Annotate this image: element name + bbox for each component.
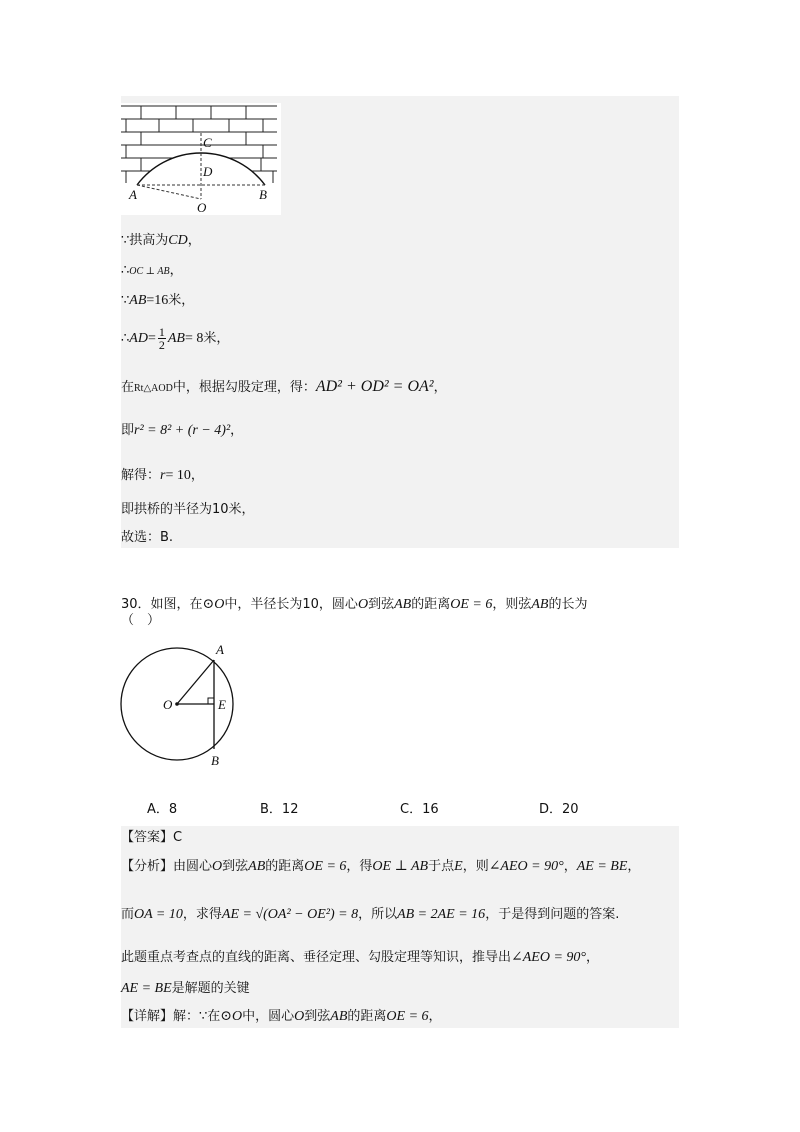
analysis-line-3: 此题重点考查点的直线的距离、垂径定理、勾股定理等知识，推导出∠AEO = 90°， <box>121 950 600 965</box>
label-b: B <box>259 187 267 202</box>
analysis-line-1: 【分析】由圆心O到弦AB的距离OE = 6，得OE ⊥ AB于点E，则∠AEO = 90°，AE = BE， <box>121 859 641 874</box>
solution-line-1: ∵拱高为CD， <box>121 233 201 248</box>
label-e: E <box>218 697 226 712</box>
analysis-line-4: AE = BE是解题的关键 <box>121 981 250 996</box>
fraction-one-half: $\frac{1}{2}$ <box>158 325 165 352</box>
center-point <box>175 702 179 706</box>
circle-chord-figure <box>115 636 255 770</box>
label-b: B <box>211 753 219 768</box>
option-b: B．12 <box>260 802 299 817</box>
label-o: O <box>163 697 173 712</box>
label-d: D <box>203 164 213 179</box>
solution-line-2: ∴OC ⊥ AB， <box>121 263 183 278</box>
option-a: A．8 <box>147 802 178 817</box>
arch-bridge-figure <box>121 103 281 215</box>
label-a: A <box>216 642 224 657</box>
solution-line-3: ∵AB=16米， <box>121 293 195 308</box>
solution-line-8: 即拱桥的半径为10米， <box>121 502 255 517</box>
option-c: C．16 <box>400 802 439 817</box>
label-a: A <box>129 187 137 202</box>
analysis-line-2: 而OA = 10，求得AE = √(OA² − OE²) = 8，所以AB = 2AE = 16，于是得到问题的答案. <box>121 907 620 922</box>
answer-line: 【答案】C <box>121 830 183 845</box>
solution-line-5: 在Rt△AOD中，根据勾股定理，得：AD² + OD² = OA²， <box>121 378 447 395</box>
solution-line-7: 解得：r= 10， <box>121 468 204 483</box>
option-d: D．20 <box>539 802 579 817</box>
solution-line-6: 即r² = 8² + (r − 4)²， <box>121 423 244 438</box>
question-30-paren: （ ） <box>121 613 161 628</box>
solution-line-4: ∴AD= $\frac{1}{2}$ AB= 8米， <box>121 325 230 352</box>
question-30-text: 30．如图，在⊙O中，半径长为10，圆心O到弦AB的距离OE = 6，则弦AB的长为 <box>121 597 588 612</box>
label-o: O <box>197 200 207 215</box>
solution-line-9: 故选：B. <box>121 530 174 545</box>
segment-oa <box>177 660 214 704</box>
right-angle-mark <box>208 698 214 704</box>
label-c: C <box>203 135 212 150</box>
detail-line: 【详解】解：∵在⊙O中，圆心O到弦AB的距离OE = 6， <box>121 1009 442 1024</box>
